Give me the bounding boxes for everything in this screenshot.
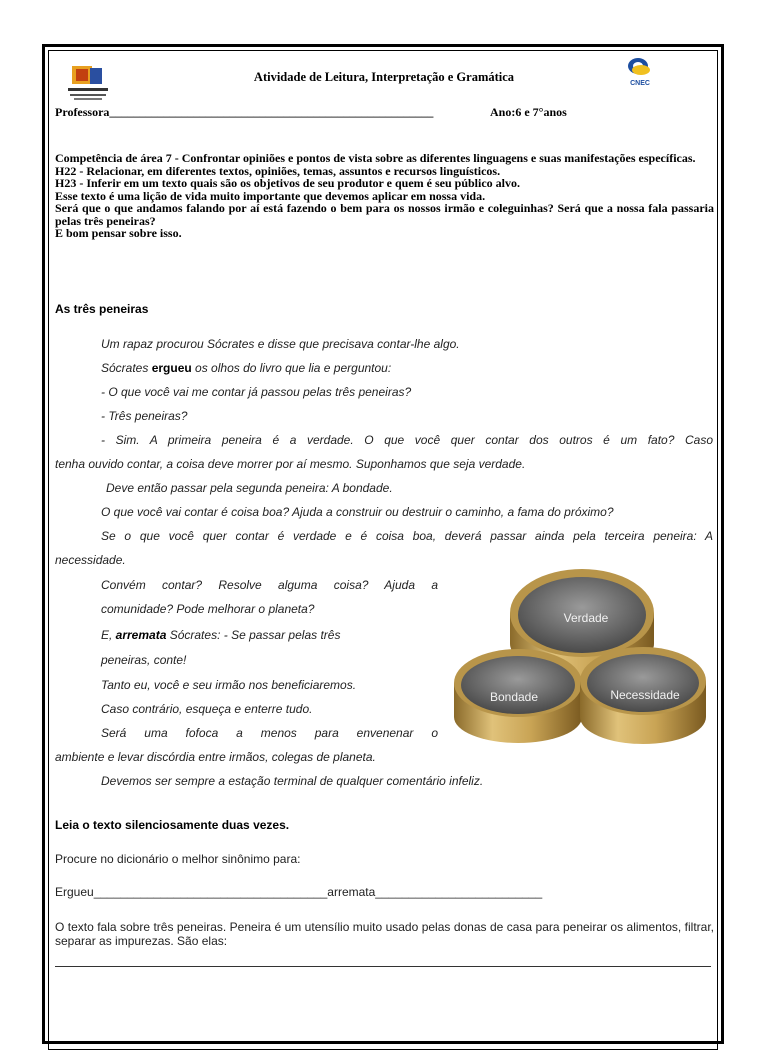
think-sentence: E bom pensar sobre isso. [55, 226, 182, 240]
story-line: Deve então passar pela segunda peneira: A bondade. [106, 481, 393, 495]
sieve-question-text: O texto fala sobre três peneiras. Peneira é um utensílio muito usado pelas donas de casa para peneirar os alimentos, filtrar, separar as impurezas. São elas: [55, 920, 714, 948]
story-text-part: os olhos do livro que lia e perguntou: [191, 361, 392, 375]
h23-text: H23 - Inferir em um texto quais são os objetivos de seu produtor e quem é seu público alvo. [55, 176, 521, 190]
story-line: Devemos ser sempre a estação terminal de qualquer comentário infeliz. [101, 774, 484, 788]
story-line: Se o que você quer contar é verdade e é coisa boa, deverá passar ainda pela terceira peneira: A [101, 529, 713, 543]
story-line [101, 356, 391, 380]
sieve-label-bondade: Bondade [489, 690, 539, 704]
story-line: ambiente e levar discórdia entre irmãos, colegas de planeta. [55, 750, 376, 764]
synonym-answer-fields[interactable]: Ergueu___________________________________arremata_________________________ [55, 885, 543, 899]
story-line: O que você vai contar é coisa boa? Ajuda a construir ou destruir o caminho, a fama do próximo? [101, 505, 614, 519]
competencia-text: Competência de área 7 - Confrontar opiniões e pontos de vista sobre as diferentes linguagens e suas manifestações específicas. [55, 151, 696, 165]
story-line: - O que você vai me contar já passou pelas três peneiras? [101, 385, 412, 399]
question-sentence: Será que o que andamos falando por aí está fazendo o bem para os nossos irmão e coleguinhas? Será que a nossa fala passaria pelas três peneiras? [55, 201, 714, 228]
ano-field: Ano:6 e 7°anos [490, 105, 567, 119]
story-line: - Três peneiras? [101, 409, 188, 423]
professora-field: Professora______________________________________________________ [55, 105, 434, 119]
word-ergueu: ergueu [151, 361, 192, 375]
story-line: peneiras, conte! [101, 653, 187, 667]
word-arremata [116, 628, 167, 642]
story-line: comunidade? Pode melhorar o planeta? [101, 602, 315, 616]
story-line: - Sim. A primeira peneira é a verdade. O que você quer contar dos outros é um fato? Caso [101, 433, 713, 447]
story-line: Caso contrário, esqueça e enterre tudo. [101, 702, 313, 716]
sieve-label-necessidade: Necessidade [610, 688, 680, 702]
three-sieves-image [452, 555, 708, 750]
story-line: Um rapaz procurou Sócrates e disse que precisava contar-lhe algo. [101, 337, 460, 351]
intro-block [55, 152, 714, 240]
h22-text: H22 - Relacionar, em diferentes textos, opiniões, temas, assuntos e recursos linguísticos. [55, 163, 501, 178]
cnec-logo-text: CNEC [630, 80, 650, 87]
story-heading: As três peneiras [55, 302, 149, 316]
story-line [101, 623, 438, 647]
story-line: tenha ouvido contar, a coisa deve morrer por aí mesmo. Suponhamos que seja verdade. [55, 457, 526, 471]
story-text-part: Sócrates [101, 361, 152, 375]
cnec-logo-icon [620, 56, 660, 88]
story-text-part: Sócrates: - Se passar pelas três [166, 628, 341, 642]
intro-sentence: Esse texto é uma lição de vida muito importante que devemos aplicar em nossa vida. [55, 188, 486, 203]
story-line: Será uma fofoca a menos para envenenar o [101, 726, 438, 740]
word-arremata-text: arremata [115, 628, 167, 642]
story-text-part: E, [101, 628, 116, 642]
dictionary-instruction: Procure no dicionário o melhor sinônimo para: [55, 852, 301, 866]
story-line: Convém contar? Resolve alguma coisa? Ajuda a [101, 578, 438, 592]
story-line: Tanto eu, você e seu irmão nos beneficiaremos. [101, 678, 357, 692]
answer-line[interactable] [55, 966, 711, 967]
instruction-heading: Leia o texto silenciosamente duas vezes. [55, 818, 290, 832]
story-line: necessidade. [55, 553, 126, 567]
sieve-label-verdade: Verdade [563, 611, 609, 625]
page-title: Atividade de Leitura, Interpretação e Gramática [253, 70, 515, 84]
